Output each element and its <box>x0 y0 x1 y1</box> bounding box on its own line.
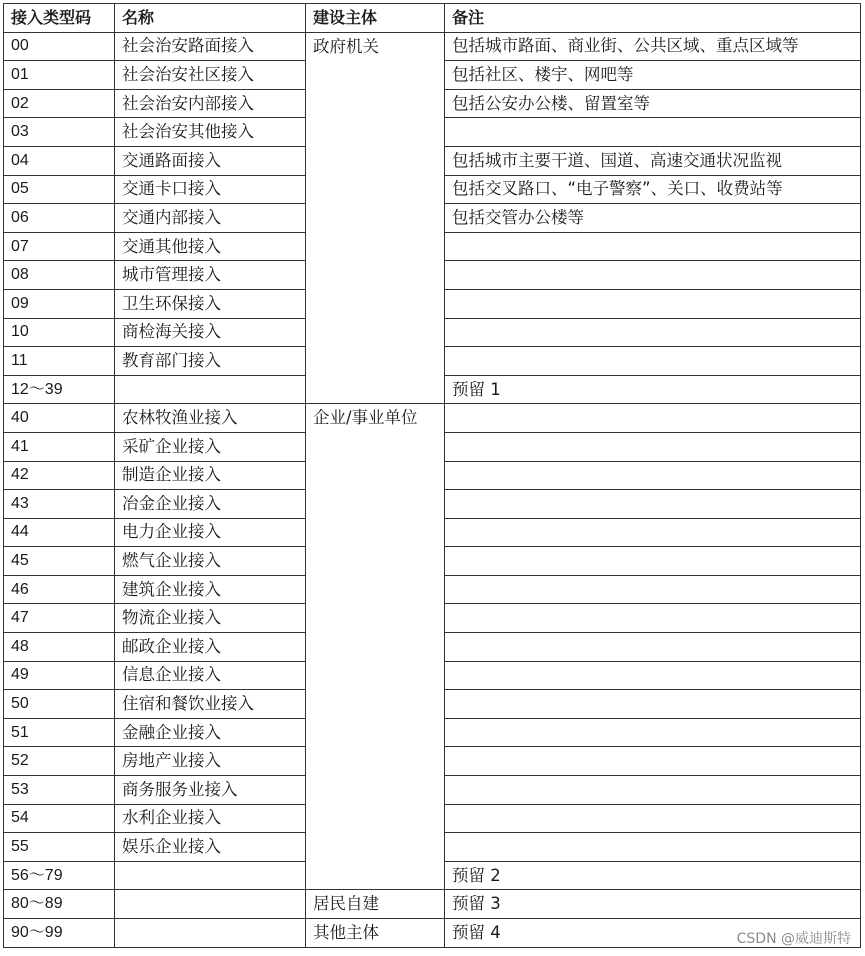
note-cell: 包括交管办公楼等 <box>445 204 861 233</box>
code-cell: 41 <box>4 432 115 461</box>
note-cell <box>445 518 861 547</box>
code-cell: 46 <box>4 575 115 604</box>
name-cell: 交通其他接入 <box>115 232 306 261</box>
name-cell: 商务服务业接入 <box>115 776 306 805</box>
code-cell: 09 <box>4 289 115 318</box>
code-cell: 45 <box>4 547 115 576</box>
access-type-table <box>3 3 861 948</box>
note-cell <box>445 804 861 833</box>
note-cell: 预留 2 <box>445 861 861 890</box>
code-cell: 42 <box>4 461 115 490</box>
code-cell: 01 <box>4 61 115 90</box>
table-row <box>4 32 861 61</box>
note-cell: 包括社区、楼宇、网吧等 <box>445 61 861 90</box>
name-cell: 教育部门接入 <box>115 347 306 376</box>
code-cell: 06 <box>4 204 115 233</box>
note-cell <box>445 490 861 519</box>
code-cell: 07 <box>4 232 115 261</box>
note-cell: 预留 4 <box>445 919 861 948</box>
note-cell <box>445 776 861 805</box>
note-cell <box>445 347 861 376</box>
name-cell: 住宿和餐饮业接入 <box>115 690 306 719</box>
note-cell <box>445 604 861 633</box>
code-cell: 80～89 <box>4 890 115 919</box>
name-cell: 商检海关接入 <box>115 318 306 347</box>
code-cell: 55 <box>4 833 115 862</box>
entity-cell-resident: 居民自建 <box>306 890 445 919</box>
code-cell: 04 <box>4 146 115 175</box>
name-cell: 社会治安内部接入 <box>115 89 306 118</box>
name-cell: 交通路面接入 <box>115 146 306 175</box>
note-cell <box>445 232 861 261</box>
code-cell: 47 <box>4 604 115 633</box>
header-note: 备注 <box>445 4 861 33</box>
name-cell: 交通内部接入 <box>115 204 306 233</box>
name-cell: 物流企业接入 <box>115 604 306 633</box>
name-cell: 电力企业接入 <box>115 518 306 547</box>
entity-cell-government: 政府机关 <box>306 32 445 404</box>
table-header-row <box>4 4 861 33</box>
code-cell: 53 <box>4 776 115 805</box>
code-cell: 48 <box>4 633 115 662</box>
code-cell: 03 <box>4 118 115 147</box>
note-cell: 包括交叉路口、“电子警察”、关口、收费站等 <box>445 175 861 204</box>
note-cell <box>445 261 861 290</box>
entity-cell-other: 其他主体 <box>306 919 445 948</box>
name-cell: 建筑企业接入 <box>115 575 306 604</box>
header-name: 名称 <box>115 4 306 33</box>
name-cell: 娱乐企业接入 <box>115 833 306 862</box>
code-cell: 90～99 <box>4 919 115 948</box>
name-cell: 制造企业接入 <box>115 461 306 490</box>
name-cell: 燃气企业接入 <box>115 547 306 576</box>
header-entity: 建设主体 <box>306 4 445 33</box>
name-cell <box>115 861 306 890</box>
note-cell <box>445 833 861 862</box>
code-cell: 11 <box>4 347 115 376</box>
table-row <box>4 404 861 433</box>
code-cell: 56～79 <box>4 861 115 890</box>
code-cell: 05 <box>4 175 115 204</box>
name-cell: 邮政企业接入 <box>115 633 306 662</box>
name-cell: 城市管理接入 <box>115 261 306 290</box>
name-cell: 社会治安社区接入 <box>115 61 306 90</box>
name-cell <box>115 890 306 919</box>
name-cell: 信息企业接入 <box>115 661 306 690</box>
note-cell <box>445 547 861 576</box>
code-cell: 51 <box>4 718 115 747</box>
note-cell <box>445 661 861 690</box>
note-cell: 预留 1 <box>445 375 861 404</box>
name-cell <box>115 375 306 404</box>
note-cell <box>445 118 861 147</box>
code-cell: 00 <box>4 32 115 61</box>
note-cell <box>445 318 861 347</box>
note-cell: 包括城市路面、商业街、公共区域、重点区域等 <box>445 32 861 61</box>
note-cell <box>445 575 861 604</box>
name-cell: 卫生环保接入 <box>115 289 306 318</box>
code-cell: 43 <box>4 490 115 519</box>
code-cell: 44 <box>4 518 115 547</box>
code-cell: 50 <box>4 690 115 719</box>
note-cell: 包括公安办公楼、留置室等 <box>445 89 861 118</box>
code-cell: 49 <box>4 661 115 690</box>
table-row <box>4 919 861 948</box>
note-cell <box>445 718 861 747</box>
code-cell: 02 <box>4 89 115 118</box>
note-cell: 包括城市主要干道、国道、高速交通状况监视 <box>445 146 861 175</box>
code-cell: 54 <box>4 804 115 833</box>
name-cell: 房地产业接入 <box>115 747 306 776</box>
table-row <box>4 890 861 919</box>
name-cell: 交通卡口接入 <box>115 175 306 204</box>
code-cell: 10 <box>4 318 115 347</box>
header-code: 接入类型码 <box>4 4 115 33</box>
entity-cell-enterprise: 企业/事业单位 <box>306 404 445 890</box>
code-cell: 12～39 <box>4 375 115 404</box>
note-cell <box>445 690 861 719</box>
code-cell: 40 <box>4 404 115 433</box>
name-cell: 采矿企业接入 <box>115 432 306 461</box>
note-cell: 预留 3 <box>445 890 861 919</box>
name-cell: 农林牧渔业接入 <box>115 404 306 433</box>
note-cell <box>445 747 861 776</box>
note-cell <box>445 633 861 662</box>
name-cell: 金融企业接入 <box>115 718 306 747</box>
code-cell: 52 <box>4 747 115 776</box>
name-cell: 冶金企业接入 <box>115 490 306 519</box>
name-cell: 社会治安其他接入 <box>115 118 306 147</box>
note-cell <box>445 404 861 433</box>
name-cell: 社会治安路面接入 <box>115 32 306 61</box>
watermark: CSDN @威迪斯特 <box>736 931 851 947</box>
name-cell: 水利企业接入 <box>115 804 306 833</box>
name-cell <box>115 919 306 948</box>
note-cell <box>445 461 861 490</box>
code-cell: 08 <box>4 261 115 290</box>
note-cell <box>445 289 861 318</box>
note-cell <box>445 432 861 461</box>
